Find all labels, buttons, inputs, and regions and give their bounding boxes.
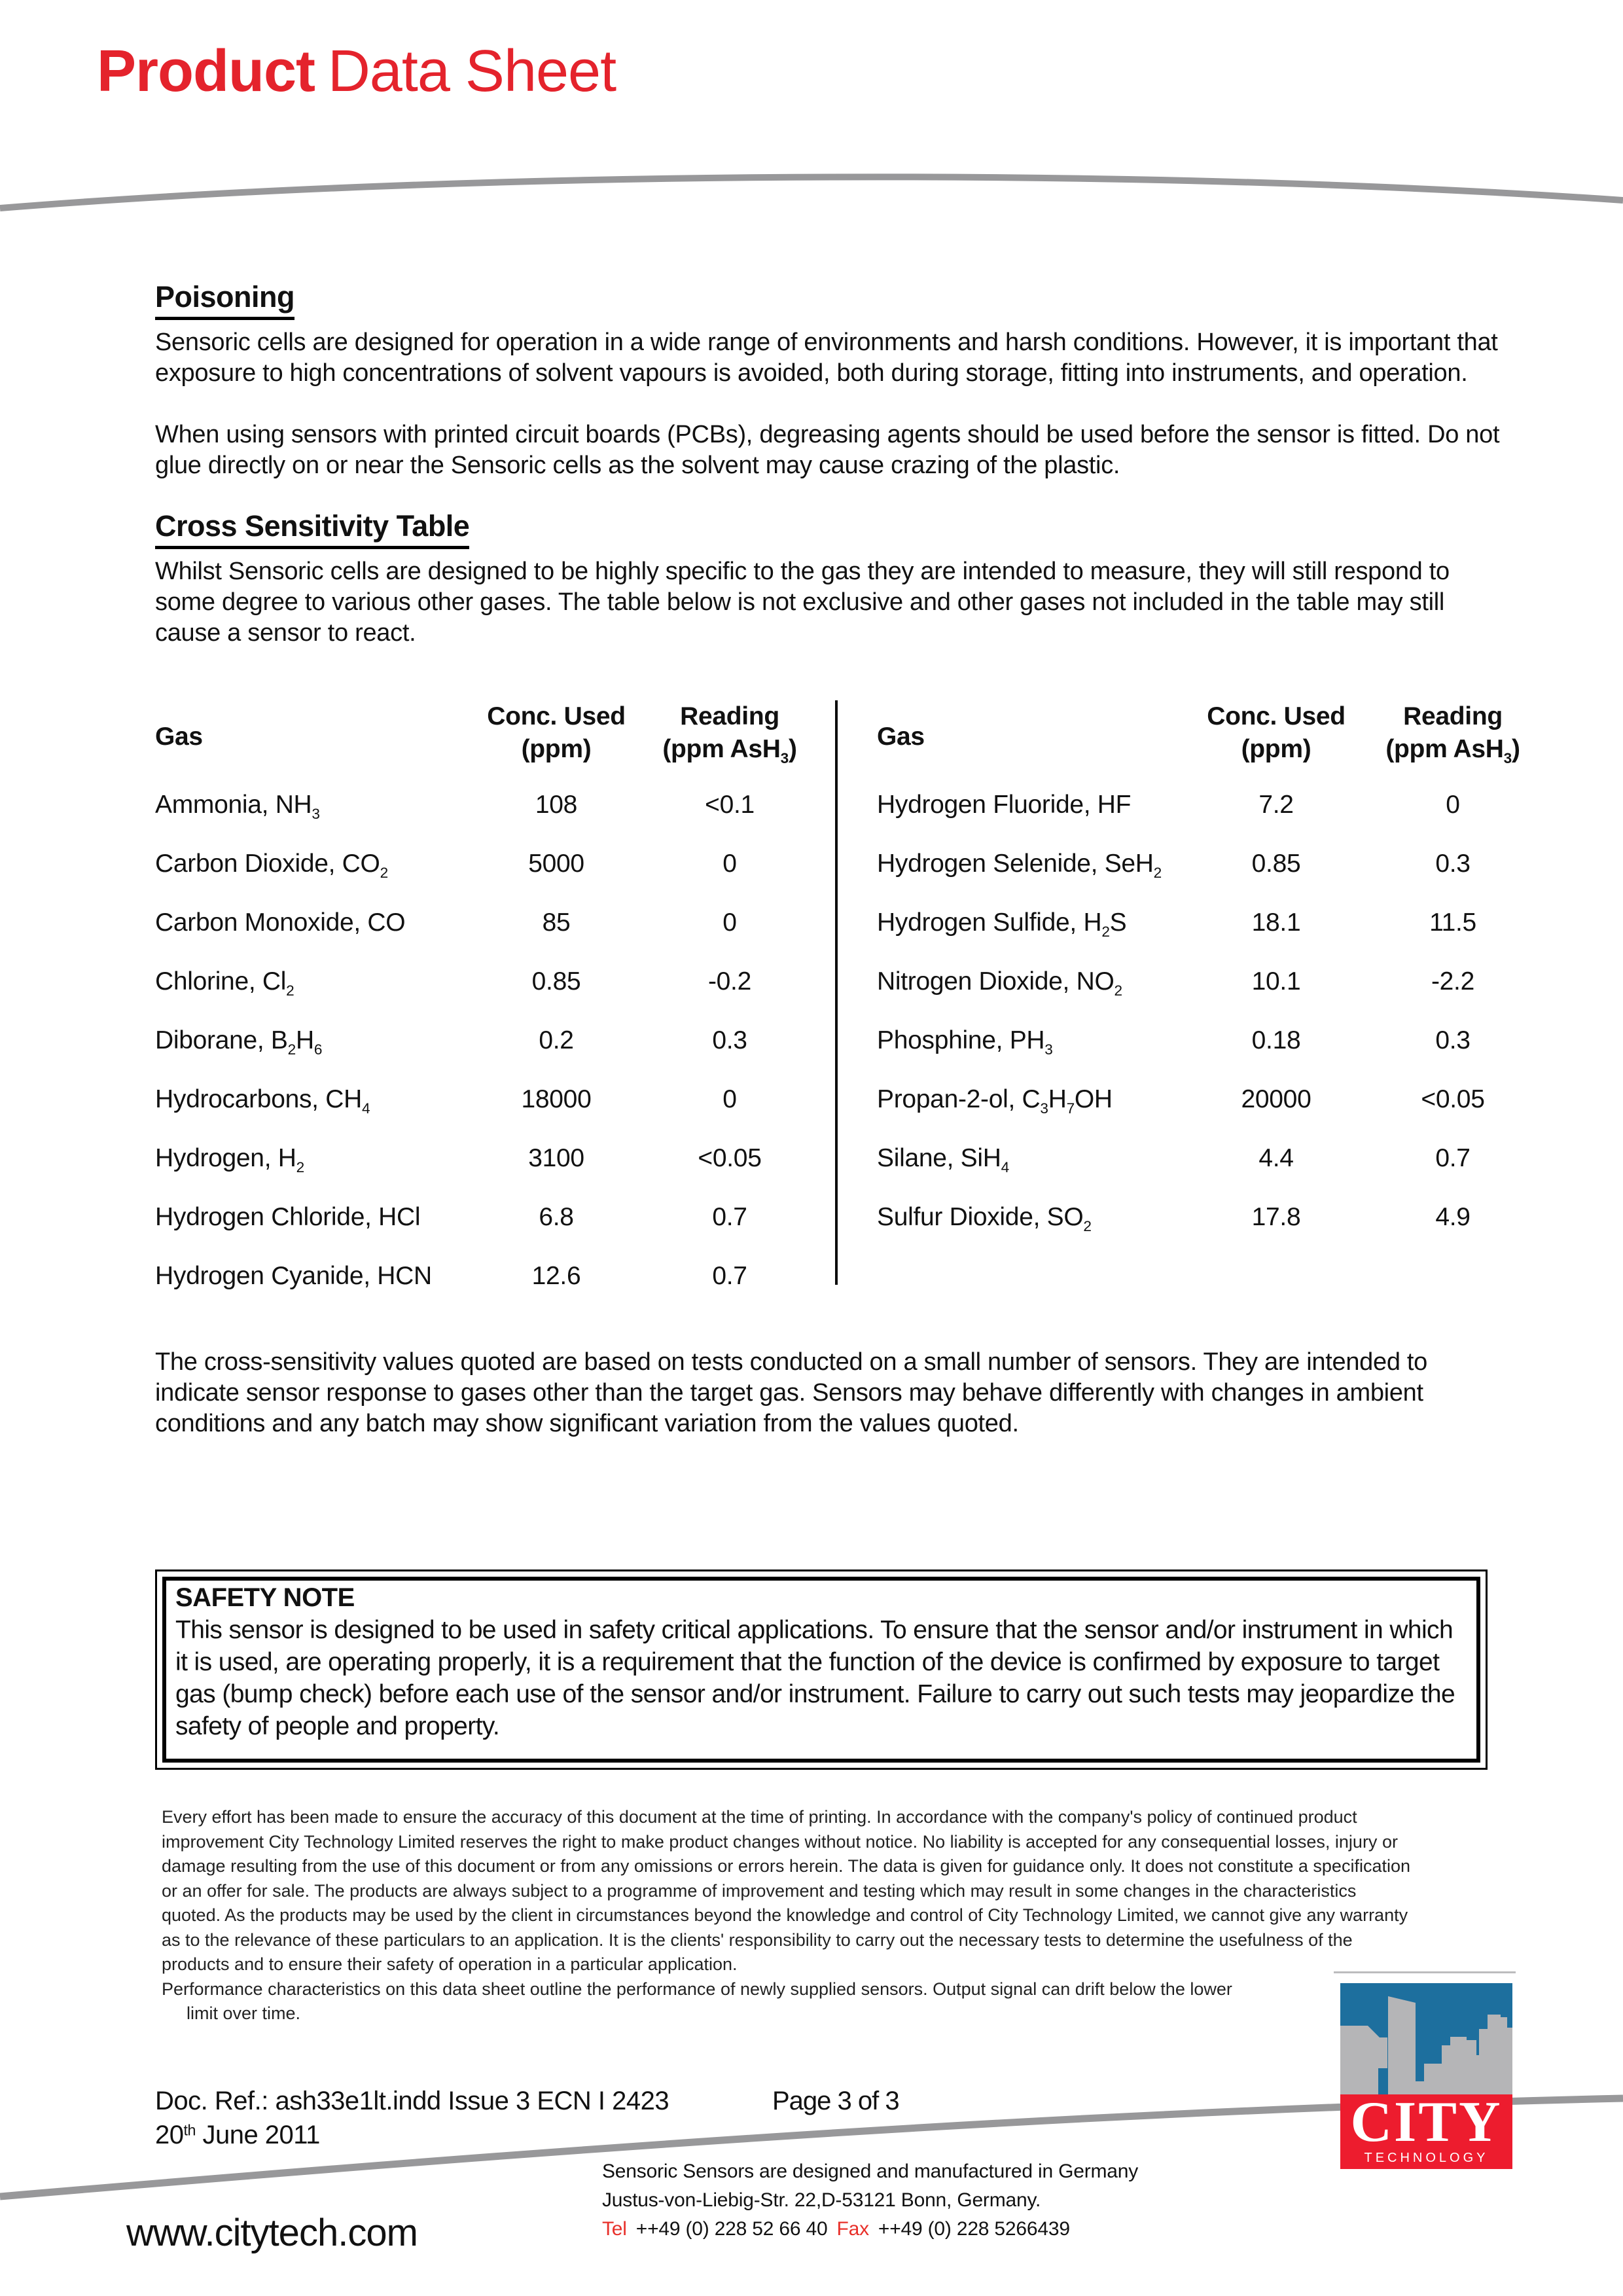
fax-label: Fax	[836, 2218, 869, 2240]
gas-name: Chlorine, $Cl_2$	[155, 967, 294, 999]
reading-value: 0	[722, 1085, 737, 1113]
gas-name: Sulfur Dioxide, $SO_2$	[877, 1203, 1092, 1235]
gas-name: Hydrocarbons, $CH_4$	[155, 1085, 370, 1117]
conc-used-value: 12.6	[531, 1262, 581, 1290]
safety-note-body: This sensor is designed to be used in safety critical applications. To ensure that the sensor and/or instrument in which it is used, are operating properly, it is a requirement that the function of the device is confirmed by exposure to target gas (bump check) before each use of the sensor and/or instrument. Failure to carry out such tests may jeopardize the safety of people and property.	[175, 1616, 1455, 1740]
disclaimer-line: as to the relevance of these particulars to an application. It is the clients' responsibility to carry out the necessary tests to determine the usefulness of the	[162, 1929, 1353, 1950]
skyline-graphic	[1340, 1983, 1512, 2094]
logo-red-band	[1340, 2094, 1512, 2169]
reading-value: -2.2	[1431, 967, 1474, 996]
gas-name: Nitrogen Dioxide, $NO_2$	[877, 967, 1122, 999]
doc-ref: Doc. Ref.: ash33e1lt.indd Issue 3 ECN I 2423	[155, 2087, 669, 2115]
logo-technology-text: TECHNOLOGY	[1364, 2151, 1489, 2165]
col-header-gas: Gas	[155, 723, 203, 751]
table-row	[877, 956, 1531, 1014]
safety-note-title: SAFETY NOTE	[175, 1583, 355, 1612]
col-header-gas: Gas	[877, 723, 925, 751]
top-swoosh	[0, 177, 1623, 208]
website-url: www.citytech.com	[126, 2212, 418, 2254]
logo-city-text: CITY	[1350, 2094, 1503, 2154]
cross-sensitivity-intro: Whilst Sensoric cells are designed to be highly specific to the gas they are intended to measure, they will still respond to some degree to various other gases. The table below is not exclusive and other gases not included in the table may still cause a sensor to react.	[155, 558, 1450, 647]
page-number: Page 3 of 3	[772, 2087, 899, 2115]
city-technology-logo	[1340, 1983, 1512, 2169]
table-row	[155, 1014, 805, 1073]
gas-name: Diborane, $B_2H_6$	[155, 1026, 323, 1058]
title-product: Product	[97, 39, 315, 104]
reading-value: 4.9	[1435, 1203, 1471, 1231]
conc-used-value: 5000	[528, 850, 584, 878]
table-row	[877, 1014, 1531, 1073]
legal-disclaimer	[162, 1805, 1543, 2026]
conc-used-value: 18000	[521, 1085, 592, 1113]
col-header-conc: Conc. Used (ppm)	[487, 702, 626, 763]
fax-number: ++49 (0) 228 5266439	[878, 2218, 1070, 2240]
cross-sensitivity-heading: Cross Sensitivity Table	[155, 509, 469, 549]
table-row	[155, 1191, 805, 1250]
table-divider-line	[835, 700, 838, 1285]
conc-used-value: 85	[542, 908, 571, 937]
table-row	[155, 956, 805, 1014]
conc-used-value: 6.8	[539, 1203, 574, 1231]
cross-sensitivity-table-right	[877, 695, 1531, 1250]
conc-used-value: 0.85	[1251, 850, 1301, 878]
conc-used-value: 0.2	[539, 1026, 574, 1054]
disclaimer-line: quoted. As the products may be used by the client in circumstances beyond the knowledge and control of City Technology Limited, we cannot give any warranty	[162, 1905, 1408, 1925]
reading-value: 0.7	[712, 1203, 747, 1231]
gas-name: Carbon Monoxide, CO	[155, 908, 406, 937]
table-body-left	[155, 779, 805, 1309]
conc-used-value: 0.18	[1251, 1026, 1301, 1054]
poisoning-heading: Poisoning	[155, 280, 294, 320]
conc-used-value: 18.1	[1251, 908, 1301, 937]
table-header	[155, 695, 805, 779]
disclaimer-line: products and to ensure their safety of operation in a particular application.	[162, 1954, 738, 1974]
conc-used-value: 108	[535, 791, 578, 819]
reading-value: 0	[722, 908, 737, 937]
col-header-reading: Reading (ppm AsH$_3$)	[662, 702, 797, 767]
reading-value: -0.2	[707, 967, 751, 996]
conc-used-value: 17.8	[1251, 1203, 1301, 1231]
reading-value: 0	[722, 850, 737, 878]
address-line-1: Sensoric Sensors are designed and manufactured in Germany	[602, 2161, 1139, 2182]
table-row	[155, 1132, 805, 1191]
page-title	[97, 38, 616, 105]
poisoning-paragraph-2: When using sensors with printed circuit boards (PCBs), degreasing agents should be used before the sensor is fitted. Do not glue directly on or near the Sensoric cells as the solvent may cause crazing of the plastic.	[155, 421, 1500, 479]
disclaimer-line: improvement City Technology Limited reserves the right to make product changes without notice. No liability is accepted for any consequential losses, injury or	[162, 1831, 1398, 1852]
gas-name: Ammonia, $NH_3$	[155, 791, 320, 823]
table-row	[877, 1073, 1531, 1132]
table-row	[877, 1132, 1531, 1191]
table-row	[155, 897, 805, 956]
gas-name: Propan-2-ol, $C_3H_7OH$	[877, 1085, 1113, 1117]
tel-number: ++49 (0) 228 52 66 40	[635, 2218, 828, 2240]
gas-name: Hydrogen Cyanide, HCN	[155, 1262, 432, 1290]
table-row	[155, 1250, 805, 1309]
disclaimer-line: Performance characteristics on this data sheet outline the performance of newly supplied sensors. Output signal can drift below the lower	[162, 1979, 1232, 1999]
reading-value: <0.1	[705, 791, 755, 819]
cross-sensitivity-table-left	[155, 695, 805, 1309]
gas-name: Carbon Dioxide, $CO_2$	[155, 850, 388, 882]
gas-name: Hydrogen Chloride, HCl	[155, 1203, 421, 1231]
reading-value: 0.3	[1435, 850, 1471, 878]
safety-note-inner-box	[162, 1577, 1480, 1763]
table-body-right	[877, 779, 1531, 1250]
gas-name: Hydrogen, $H_2$	[155, 1144, 304, 1176]
reading-value: 0.7	[712, 1262, 747, 1290]
address-line-2: Justus-von-Liebig-Str. 22,D-53121 Bonn, Germany.	[602, 2189, 1041, 2211]
reading-value: 0.3	[1435, 1026, 1471, 1054]
safety-note-box	[155, 1570, 1488, 1770]
conc-used-value: 3100	[528, 1144, 584, 1172]
conc-used-value: 10.1	[1251, 967, 1301, 996]
table-row	[155, 838, 805, 897]
table-row	[155, 779, 805, 838]
reading-value: 0	[1446, 791, 1460, 819]
disclaimer-line: damage resulting from the use of this document or from any omissions or errors herein. The data is given for guidance only. It does not constitute a specification	[162, 1856, 1410, 1876]
disclaimer-line: limit over time.	[187, 2003, 301, 2023]
tel-label: Tel	[602, 2218, 627, 2240]
disclaimer-line: Every effort has been made to ensure the accuracy of this document at the time of printing. In accordance with the company's policy of continued product	[162, 1807, 1357, 1827]
gas-name: Hydrogen Fluoride, HF	[877, 791, 1132, 819]
gas-name: Silane, SiH$_4$	[877, 1144, 1009, 1176]
gas-name: Hydrogen Selenide, SeH$_2$	[877, 850, 1162, 882]
tel-fax-line	[602, 2215, 1138, 2244]
conc-used-value: 0.85	[531, 967, 581, 996]
col-header-reading: Reading (ppm AsH$_3$)	[1385, 702, 1520, 767]
gas-name: Hydrogen Sulfide, $H_2S$	[877, 908, 1127, 941]
gas-name: Phosphine, $PH_3$	[877, 1026, 1053, 1058]
conc-used-value: 20000	[1241, 1085, 1311, 1113]
poisoning-paragraph-1: Sensoric cells are designed for operation in a wide range of environments and harsh conditions. However, it is important that exposure to high concentrations of solvent vapours is avoided, both during storage, fitting into instruments, and operation.	[155, 329, 1498, 387]
reading-value: 0.3	[712, 1026, 747, 1054]
table-row	[877, 1191, 1531, 1250]
col-header-conc: Conc. Used (ppm)	[1207, 702, 1346, 763]
reading-value: <0.05	[698, 1144, 762, 1172]
cross-sensitivity-note: The cross-sensitivity values quoted are based on tests conducted on a small number of sensors. They are intended to indicate sensor response to gases other than the target gas. Sensors may behave differently with changes in ambient conditions and any batch may show significant variation from the values quoted.	[155, 1348, 1428, 1437]
reading-value: 11.5	[1429, 908, 1476, 937]
table-header	[877, 695, 1531, 779]
table-row	[877, 897, 1531, 956]
conc-used-value: 4.4	[1258, 1144, 1294, 1172]
reading-value: <0.05	[1421, 1085, 1485, 1113]
table-row	[155, 1073, 805, 1132]
disclaimer-line: or an offer for sale. The products are always subject to a programme of improvement and testing which may result in some changes in the characteristics	[162, 1880, 1357, 1901]
doc-date: 20th June 2011	[155, 2121, 320, 2149]
table-row	[877, 779, 1531, 838]
footer-address-block	[602, 2157, 1138, 2244]
title-data-sheet: Data Sheet	[327, 39, 616, 104]
reading-value: 0.7	[1435, 1144, 1471, 1172]
table-row	[877, 838, 1531, 897]
conc-used-value: 7.2	[1258, 791, 1294, 819]
logo-top-rule	[1334, 1971, 1516, 1973]
